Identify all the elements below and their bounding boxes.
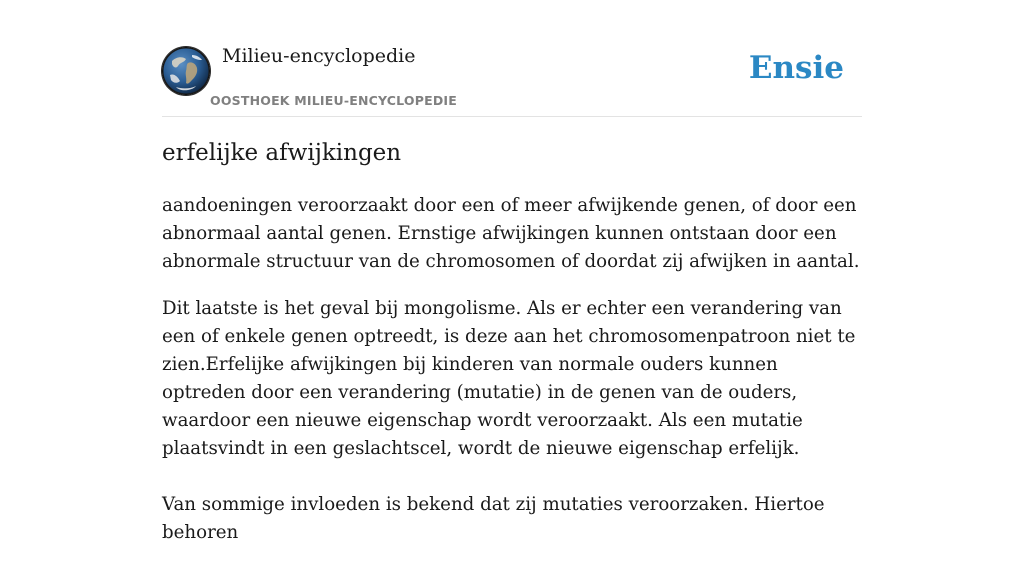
earth-globe-icon[interactable] — [162, 47, 210, 95]
ensie-logo-link[interactable]: Ensie — [748, 50, 844, 86]
site-header — [162, 0, 862, 117]
article-paragraph: Dit laatste is het geval bij mongolisme. Als er echter een verandering van een of enkele genen optreedt, is deze aan het chromosomenpatroon niet te zien.Erfelijke afwijkingen bij kinderen van normale ouders kunnen optreden door een verandering (mutatie) in de genen van de ouders, waardoor een nieuwe eigenschap wordt veroorzaakt. Als een mutatie plaatsvindt in een geslachtscel, wordt de nieuwe eigenschap erfelijk. Van sommige invloeden is bekend dat zij mutaties veroorzaken. Hiertoe behoren — [162, 298, 856, 543]
site-name[interactable]: Milieu-encyclopedie — [222, 45, 416, 67]
page — [162, 0, 862, 543]
article-title: erfelijke afwijkingen — [162, 140, 402, 166]
site-subtitle[interactable]: OOSTHOEK MILIEU-ENCYCLOPEDIE — [210, 93, 457, 108]
article-body — [162, 192, 862, 566]
article-paragraph: aandoeningen veroorzaakt door een of meer afwijkende genen, of door een abnormaal aantal genen. Ernstige afwijkingen kunnen ontstaan door een abnormale structuur van de chromosomen of doordat zij afwijken in aantal. — [162, 195, 860, 272]
